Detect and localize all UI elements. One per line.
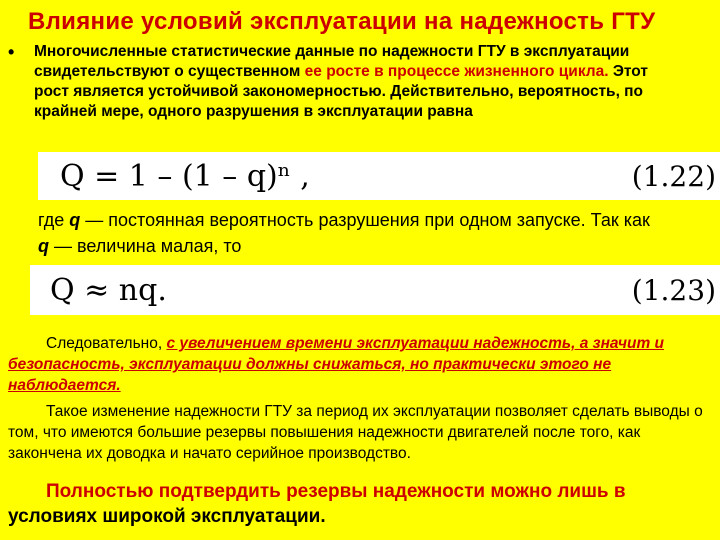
paragraph-3-end: . <box>320 506 326 527</box>
bullet-text <box>34 42 684 122</box>
bullet-marker: • <box>8 42 15 62</box>
paragraph-reserves <box>8 401 714 464</box>
paragraph-1-emphasis: с увеличением времени эксплуатации надежность, а значит и безопасность, эксплуатации должны снижаться, но практически этого не наблюдается. <box>8 335 665 394</box>
bullet-text-highlight: ее росте в процессе жизненного цикла. <box>304 63 609 80</box>
formula-2-expression: Q ≈ nq. <box>50 272 167 308</box>
formula-1-22 <box>38 152 720 200</box>
bullet-paragraph <box>8 42 708 122</box>
paragraph-1-lead: Следовательно, <box>46 335 167 352</box>
paragraph-conclusion <box>8 333 714 396</box>
where-prefix: где <box>38 210 70 230</box>
where-suffix: — величина малая, то <box>49 236 242 256</box>
where-text <box>38 207 658 259</box>
bullet-text-part-1: Многочисленные статистические данные по надежности ГТУ в эксплуатации свидетельствуют о существенном <box>34 43 630 80</box>
paragraph-3-red: Полностью подтвердить резервы надежности можно лишь в <box>46 481 626 502</box>
where-var-q-1: q <box>69 210 81 230</box>
formula-2-number: (1.23) <box>631 273 716 307</box>
formula-1-expression: Q = 1 – (1 – q)ⁿ , <box>60 158 310 194</box>
where-mid: — постоянная вероятность разрушения при одном запуске. Так как <box>80 210 650 230</box>
formula-1-23 <box>30 265 720 315</box>
paragraph-final <box>8 479 714 529</box>
where-var-q-2: q <box>38 236 49 256</box>
formula-1-number: (1.22) <box>631 159 716 193</box>
paragraph-3-dark: условиях широкой эксплуатации <box>8 506 321 527</box>
bullet-text-part-2: Этот рост является устойчивой закономерностью. Действительно, вероятность, по крайней мере, одного разрушения в эксплуатации равна <box>34 63 648 120</box>
paragraph-2-text: Такое изменение надежности ГТУ за период их эксплуатации позволяет сделать выводы о том, что имеются большие резервы повышения надежности двигателей после того, как закончена их доводка и начато серийное производство. <box>8 403 703 462</box>
page-title: Влияние условий эксплуатации на надежность ГТУ <box>28 8 656 35</box>
